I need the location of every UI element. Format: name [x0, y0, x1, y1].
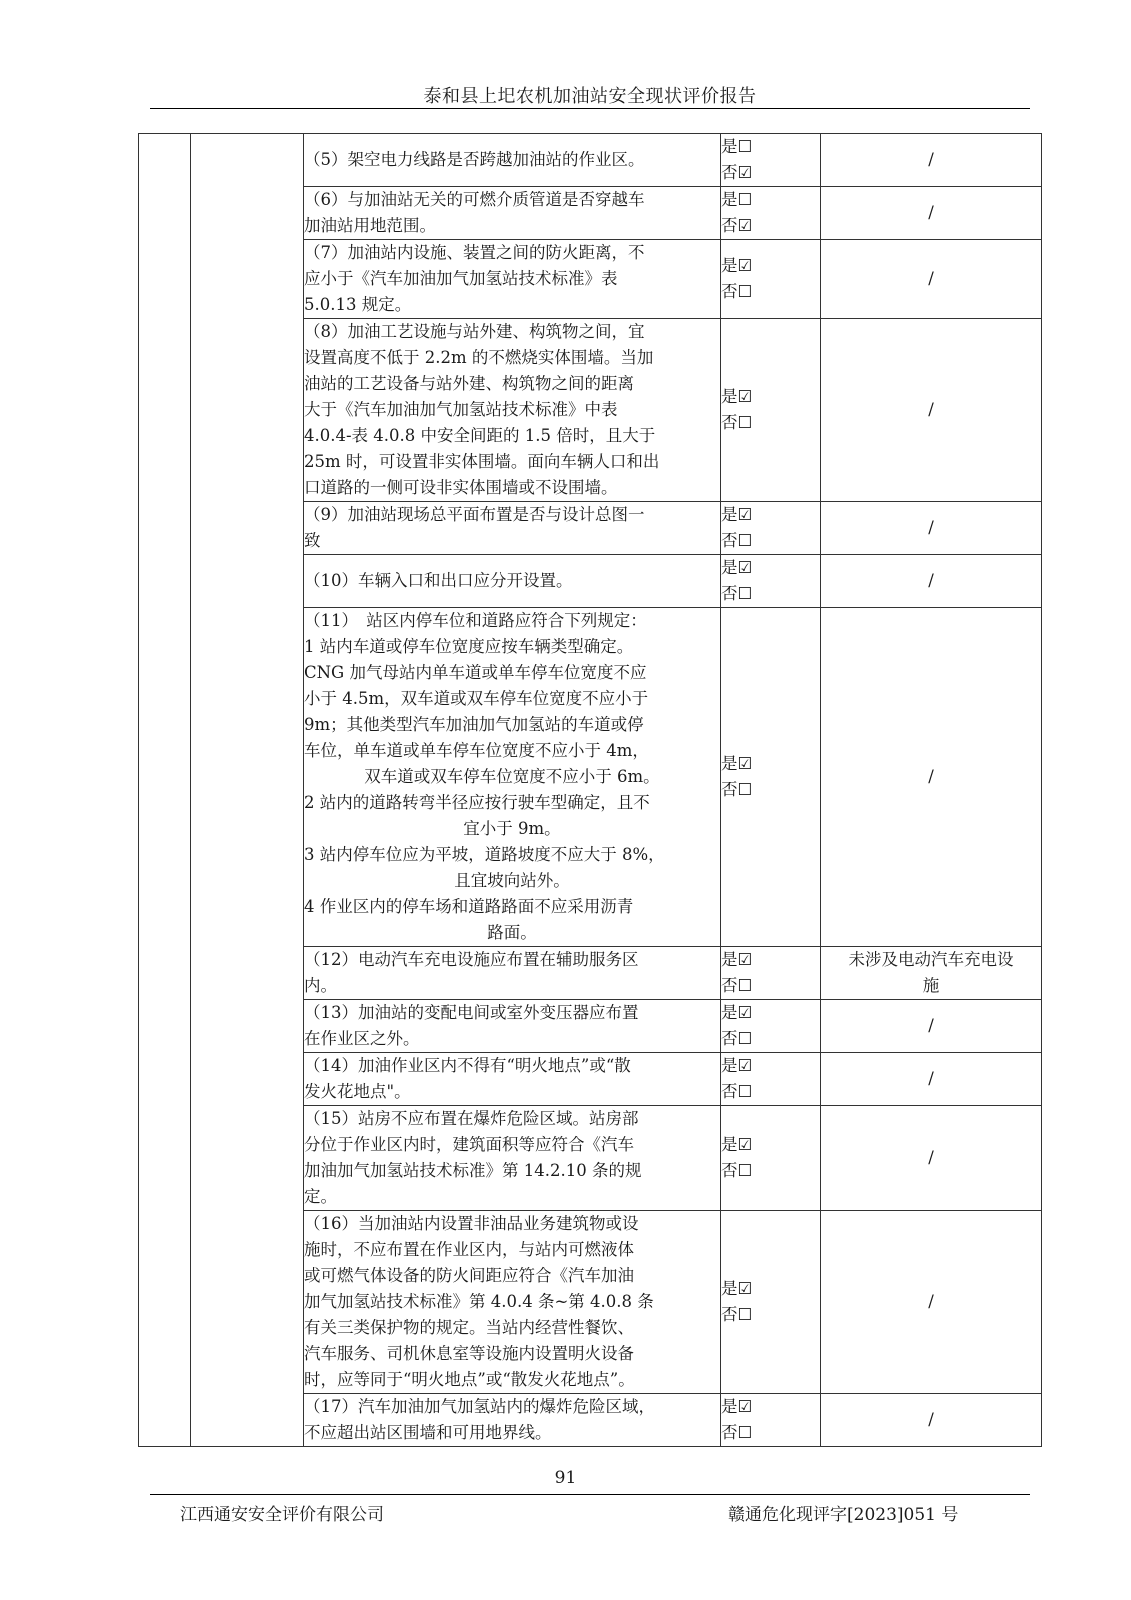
- no-checkbox-option: 否☐: [721, 1423, 753, 1442]
- check-item-text: [304, 240, 721, 319]
- no-checkbox-option: 否☐: [721, 1082, 753, 1101]
- header-divider: [150, 108, 1030, 109]
- yes-checkbox-option: 是☑: [721, 1056, 753, 1075]
- yes-checkbox-option: 是☑: [721, 1279, 753, 1298]
- item-line: 汽车服务、司机休息室等设施内设置明火设备: [304, 1344, 634, 1363]
- check-item-text: [304, 134, 721, 187]
- item-line: 致: [304, 531, 321, 550]
- item-line: 4.0.4-表 4.0.8 中安全间距的 1.5 倍时，且大于: [304, 426, 656, 445]
- yes-no-cell: [721, 555, 821, 608]
- item-line: 在作业区之外。: [304, 1029, 420, 1048]
- item-line: 油站的工艺设备与站外建、构筑物之间的距离: [304, 374, 634, 393]
- checklist-body: [139, 134, 1042, 1447]
- remark-cell: /: [821, 187, 1042, 240]
- item-line: 4 作业区内的停车场和道路路面不应采用沥青: [304, 897, 634, 916]
- remark-cell: /: [821, 319, 1042, 502]
- check-item-text: [304, 1211, 721, 1394]
- check-item-text: [304, 608, 721, 947]
- check-item-text: [304, 1106, 721, 1211]
- item-line: 3 站内停车位应为平坡，道路坡度不应大于 8%，: [304, 845, 665, 864]
- item-line: （14）加油作业区内不得有“明火地点”或“散: [304, 1056, 631, 1075]
- item-line: （16）当加油站内设置非油品业务建筑物或设: [304, 1214, 639, 1233]
- item-line: 25m 时，可设置非实体围墙。面向车辆人口和出: [304, 452, 660, 471]
- no-checkbox-option: 否☐: [721, 282, 753, 301]
- yes-checkbox-option: 是☑: [721, 1397, 753, 1416]
- report-number: 赣通危化现评字[2023]051 号: [728, 1505, 959, 1525]
- check-item-text: [304, 947, 721, 1000]
- yes-no-cell: [721, 134, 821, 187]
- no-checkbox-option: 否☐: [721, 413, 753, 432]
- item-line: 定。: [304, 1187, 337, 1206]
- blank-index-cell: [139, 134, 191, 1447]
- yes-no-cell: [721, 1000, 821, 1053]
- item-line: 5.0.13 规定。: [304, 295, 412, 314]
- yes-no-cell: [721, 1106, 821, 1211]
- no-checkbox-option: 否☐: [721, 1305, 753, 1324]
- item-line: 分位于作业区内时，建筑面积等应符合《汽车: [304, 1135, 634, 1154]
- item-line: （15）站房不应布置在爆炸危险区域。站房部: [304, 1109, 639, 1128]
- remark-cell: /: [821, 240, 1042, 319]
- yes-no-cell: [721, 319, 821, 502]
- remark-cell: /: [821, 1053, 1042, 1106]
- item-line: （13）加油站的变配电间或室外变压器应布置: [304, 1003, 639, 1022]
- item-line: 车位，单车道或单车停车位宽度不应小于 4m，: [304, 741, 649, 760]
- yes-checkbox-option: 是☑: [721, 558, 753, 577]
- remark-cell: /: [821, 1106, 1042, 1211]
- remark-cell: /: [821, 134, 1042, 187]
- check-item-text: [304, 555, 721, 608]
- remark-cell: /: [821, 502, 1042, 555]
- item-line: 加气加氢站技术标准》第 4.0.4 条~第 4.0.8 条: [304, 1292, 654, 1311]
- item-line: 施时，不应布置在作业区内，与站内可燃液体: [304, 1240, 634, 1259]
- yes-no-cell: [721, 608, 821, 947]
- check-item-text: [304, 1394, 721, 1447]
- check-item-text: [304, 319, 721, 502]
- no-checkbox-option: 否☑: [721, 216, 753, 235]
- no-checkbox-option: 否☐: [721, 531, 753, 550]
- yes-no-cell: [721, 502, 821, 555]
- item-line: （11） 站区内停车位和道路应符合下列规定：: [304, 611, 647, 630]
- item-line: （7）加油站内设施、装置之间的防火距离，不: [304, 243, 645, 262]
- item-line: 口道路的一侧可设非实体围墙或不设围墙。: [304, 478, 618, 497]
- item-line: （5）架空电力线路是否跨越加油站的作业区。: [304, 150, 645, 169]
- item-line: 2 站内的道路转弯半径应按行驶车型确定，且不: [304, 793, 650, 812]
- yes-checkbox-option: 是☑: [721, 256, 753, 275]
- item-line: （9）加油站现场总平面布置是否与设计总图一: [304, 505, 645, 524]
- item-line: （17）汽车加油加气加氢站内的爆炸危险区域，: [304, 1397, 655, 1416]
- item-line: 有关三类保护物的规定。当站内经营性餐饮、: [304, 1318, 634, 1337]
- item-line: （12）电动汽车充电设施应布置在辅助服务区: [304, 950, 639, 969]
- item-line: 或可燃气体设备的防火间距应符合《汽车加油: [304, 1266, 634, 1285]
- item-line: 时，应等同于“明火地点”或“散发火花地点”。: [304, 1370, 635, 1389]
- item-line: 不应超出站区围墙和可用地界线。: [304, 1423, 552, 1442]
- yes-no-cell: [721, 240, 821, 319]
- item-line: CNG 加气母站内单车道或单车停车位宽度不应: [304, 663, 647, 682]
- company-name: 江西通安安全评价有限公司: [180, 1505, 384, 1525]
- no-checkbox-option: 否☐: [721, 584, 753, 603]
- yes-no-cell: [721, 947, 821, 1000]
- item-line: 大于《汽车加油加气加氢站技术标准》中表: [304, 400, 618, 419]
- yes-checkbox-option: 是☐: [721, 190, 753, 209]
- remark-cell: /: [821, 555, 1042, 608]
- page-number: 91: [554, 1468, 577, 1488]
- remark-cell: /: [821, 608, 1042, 947]
- remark-cell: /: [821, 1394, 1042, 1447]
- yes-checkbox-option: 是☑: [721, 387, 753, 406]
- item-line: 加油站用地范围。: [304, 216, 436, 235]
- check-item-text: [304, 187, 721, 240]
- blank-category-cell: [191, 134, 304, 1447]
- item-line: 小于 4.5m，双车道或双车停车位宽度不应小于: [304, 689, 649, 708]
- no-checkbox-option: 否☐: [721, 976, 753, 995]
- yes-no-cell: [721, 187, 821, 240]
- item-line: 应小于《汽车加油加气加氢站技术标准》表: [304, 269, 618, 288]
- yes-checkbox-option: 是☑: [721, 1135, 753, 1154]
- item-line: 宜小于 9m。: [463, 819, 561, 838]
- no-checkbox-option: 否☑: [721, 163, 753, 182]
- yes-checkbox-option: 是☑: [721, 754, 753, 773]
- remark-cell: 未涉及电动汽车充电设施: [821, 947, 1042, 1000]
- item-line: 1 站内车道或停车位宽度应按车辆类型确定。: [304, 637, 634, 656]
- check-item-text: [304, 1000, 721, 1053]
- remark-cell: /: [821, 1211, 1042, 1394]
- check-item-text: [304, 1053, 721, 1106]
- item-line: 路面。: [487, 923, 537, 942]
- item-line: 加油加气加氢站技术标准》第 14.2.10 条的规: [304, 1161, 642, 1180]
- yes-no-cell: [721, 1211, 821, 1394]
- yes-checkbox-option: 是☑: [721, 505, 753, 524]
- yes-checkbox-option: 是☑: [721, 1003, 753, 1022]
- item-line: （8）加油工艺设施与站外建、构筑物之间，宜: [304, 322, 645, 341]
- yes-no-cell: [721, 1394, 821, 1447]
- item-line: 且宜坡向站外。: [454, 871, 570, 890]
- item-line: （10）车辆入口和出口应分开设置。: [304, 571, 573, 590]
- item-line: 双车道或双车停车位宽度不应小于 6m。: [364, 767, 660, 786]
- item-line: （6）与加油站无关的可燃介质管道是否穿越车: [304, 190, 645, 209]
- footer-divider: [150, 1494, 1030, 1495]
- item-line: 9m；其他类型汽车加油加气加氢站的车道或停: [304, 715, 644, 734]
- no-checkbox-option: 否☐: [721, 1029, 753, 1048]
- item-line: 设置高度不低于 2.2m 的不燃烧实体围墙。当加: [304, 348, 654, 367]
- remark-cell: /: [821, 1000, 1042, 1053]
- item-line: 发火花地点"。: [304, 1082, 411, 1101]
- check-item-text: [304, 502, 721, 555]
- yes-checkbox-option: 是☑: [721, 950, 753, 969]
- yes-checkbox-option: 是☐: [721, 137, 753, 156]
- checklist-table: [138, 133, 1042, 1447]
- item-line: 内。: [304, 976, 337, 995]
- yes-no-cell: [721, 1053, 821, 1106]
- no-checkbox-option: 否☐: [721, 780, 753, 799]
- page-header-title: 泰和县上圯农机加油站安全现状评价报告: [423, 86, 757, 107]
- table-row: [139, 134, 1042, 187]
- no-checkbox-option: 否☐: [721, 1161, 753, 1180]
